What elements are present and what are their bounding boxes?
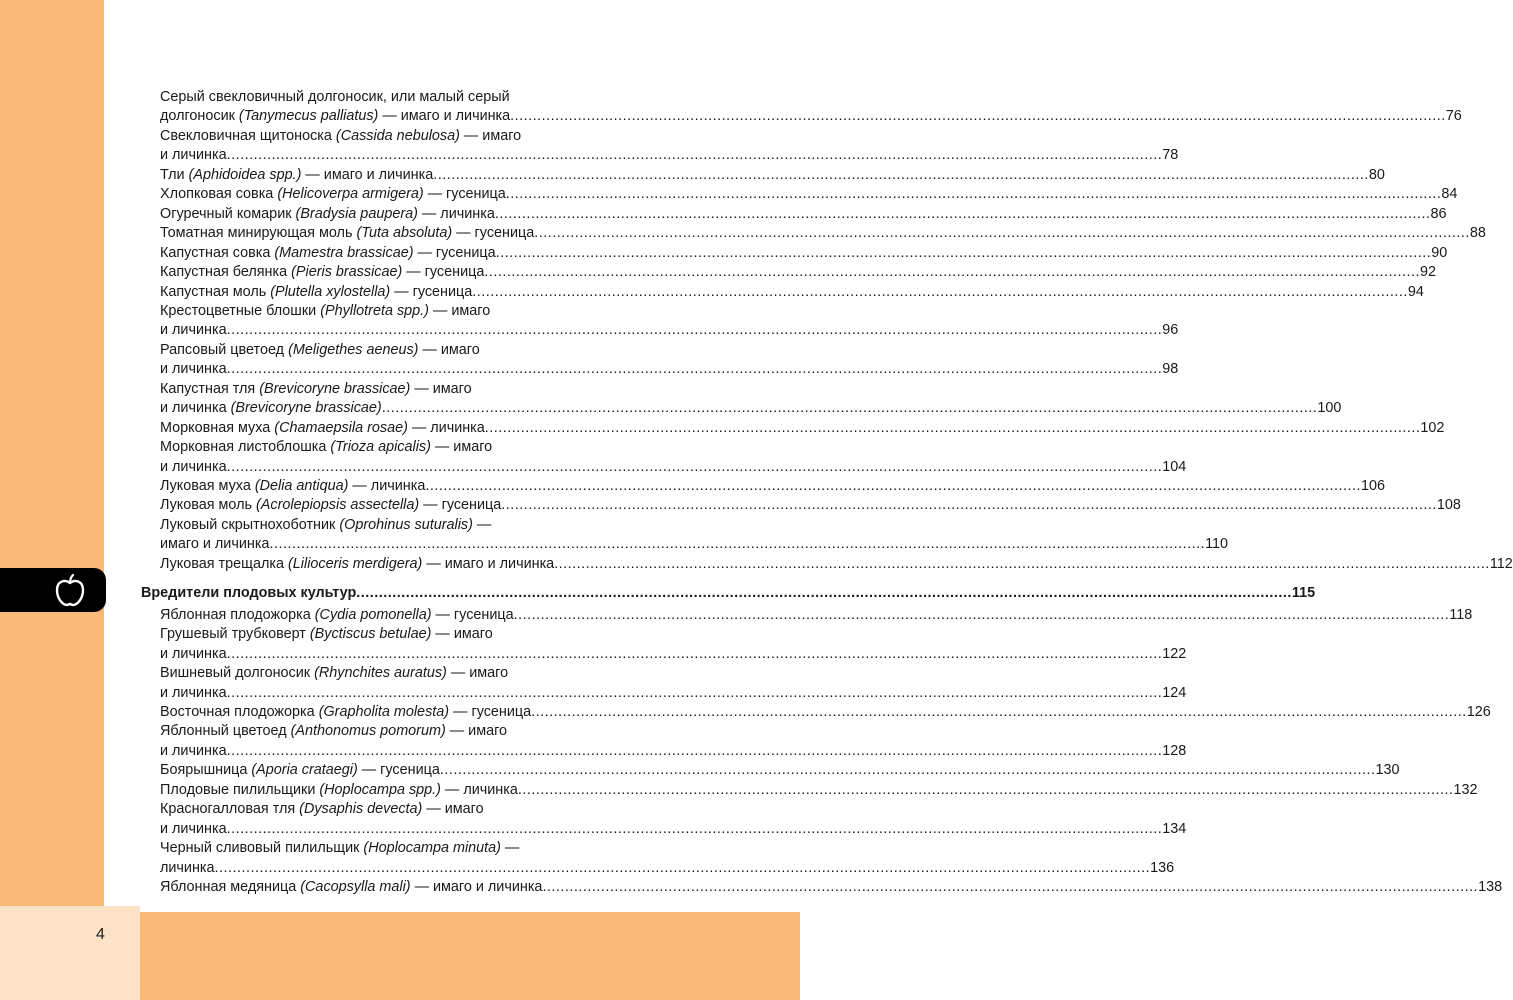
entry-text <box>160 606 514 625</box>
latin-name: (Meligethes aeneus) <box>288 341 419 358</box>
toc-entry[interactable] <box>160 224 1486 243</box>
entry-text <box>160 458 227 477</box>
dot-leader: ................................................................................................................................................................................................................ <box>214 859 1151 876</box>
entry-stage: — гусеница <box>431 606 514 623</box>
dot-leader: ................................................................................................................................................................................................................ <box>513 606 1450 623</box>
entry-label: и личинка <box>160 361 227 378</box>
page-ref: 130 <box>1375 762 1400 779</box>
latin-name: (Cacopsylla mali) <box>300 879 411 895</box>
entry-text <box>160 342 480 358</box>
latin-name: (Tuta absoluta) <box>356 225 453 242</box>
latin-name: (Pieris brassicae) <box>291 264 403 281</box>
entry-stage: — гусеница <box>413 244 496 261</box>
entry-text <box>160 626 493 642</box>
entry-text <box>160 878 542 897</box>
dot-leader: ................................................................................................................................................................................................................ <box>226 361 1163 378</box>
toc-entry[interactable] <box>160 820 1187 839</box>
page-ref: 76 <box>1445 108 1462 125</box>
entry-stage: — гусеница <box>419 497 502 514</box>
dot-leader: ................................................................................................................................................................................................................ <box>495 244 1432 261</box>
toc-entry-line <box>160 839 720 858</box>
entry-stage: — имаго и личинка <box>301 166 434 183</box>
toc-entry[interactable] <box>160 146 1179 165</box>
latin-name: (Hoplocampa minuta) <box>363 840 501 857</box>
toc-entry[interactable] <box>160 360 1179 379</box>
page-ref: 84 <box>1441 186 1458 203</box>
latin-name: (Brevicoryne brassicae) <box>259 380 411 397</box>
toc-entry[interactable] <box>160 645 1187 664</box>
entry-text <box>160 263 484 282</box>
entry-text <box>160 283 472 302</box>
entry-text <box>160 303 490 319</box>
dot-leader: ................................................................................................................................................................................................................ <box>484 264 1420 281</box>
latin-name: (Delia antiqua) <box>254 478 349 494</box>
entry-text <box>160 801 484 817</box>
entry-label: и личинка <box>160 820 227 837</box>
toc-entry[interactable] <box>160 205 1447 224</box>
entry-text <box>160 517 491 533</box>
entry-label: и личинка <box>160 684 227 701</box>
dot-leader: ................................................................................................................................................................................................................ <box>226 322 1163 339</box>
page-ref: 115 <box>1291 585 1316 602</box>
latin-name: (Byctiscus betulae) <box>309 626 432 643</box>
entry-stage: — гусеница <box>357 762 440 779</box>
page-ref: 88 <box>1469 225 1486 242</box>
page-ref: 122 <box>1162 645 1187 662</box>
page-ref: 78 <box>1162 147 1179 164</box>
entry-stage: — имаго <box>410 380 472 397</box>
dot-leader: ................................................................................................................................................................................................................ <box>510 108 1446 125</box>
section-heading[interactable] <box>141 584 1316 603</box>
entry-label: Хлопковая совка <box>160 186 278 203</box>
latin-name: (Trioza apicalis) <box>330 439 431 456</box>
latin-name: (Tanymecus palliatus) <box>238 108 379 125</box>
page-ref: 104 <box>1162 458 1187 475</box>
entry-text <box>160 781 518 800</box>
entry-label: и личинка <box>160 742 227 759</box>
dot-leader: ................................................................................................................................................................................................................ <box>439 762 1376 779</box>
entry-label: Морковная листоблошка <box>160 439 331 456</box>
latin-name: (Hoplocampa spp.) <box>319 781 441 798</box>
entry-text <box>160 703 531 722</box>
entry-stage: — гусеница <box>423 186 506 203</box>
dot-leader: ................................................................................................................................................................................................................ <box>226 147 1163 164</box>
entry-label: Яблонная плодожорка <box>160 606 315 623</box>
entry-text <box>160 399 382 418</box>
dot-leader: ................................................................................................................................................................................................................ <box>356 585 1292 602</box>
entry-stage: — личинка <box>440 781 518 798</box>
entry-label: Луковая муха <box>160 478 255 494</box>
page-ref: 102 <box>1420 419 1445 436</box>
entry-label: личинка <box>160 859 215 876</box>
dot-leader: ................................................................................................................................................................................................................ <box>501 497 1437 514</box>
entry-text <box>160 684 227 703</box>
entry-text <box>160 535 269 554</box>
latin-name: (Cassida nebulosa) <box>335 127 460 144</box>
toc-entry[interactable] <box>160 496 1461 515</box>
entry-label: Капустная совка <box>160 244 275 261</box>
latin-name: (Grapholita molesta) <box>318 703 450 720</box>
toc-entry[interactable] <box>160 606 1473 625</box>
entry-text <box>160 645 227 664</box>
page-ref: 80 <box>1368 166 1385 183</box>
dot-leader: ................................................................................................................................................................................................................ <box>554 555 1490 572</box>
entry-text <box>160 723 507 739</box>
dot-leader: ................................................................................................................................................................................................................ <box>226 645 1163 662</box>
page-number: 4 <box>96 926 105 943</box>
dot-leader: ................................................................................................................................................................................................................ <box>425 478 1361 494</box>
entry-label: Свекловичная щитоноска <box>160 127 336 144</box>
toc-entry[interactable] <box>160 555 1513 574</box>
entry-stage: — имаго <box>446 665 509 682</box>
entry-label: Огуречный комарик <box>160 205 296 222</box>
entry-stage: — имаго и личинка <box>378 108 511 125</box>
entry-stage: — <box>472 516 492 533</box>
page-ref: 94 <box>1407 283 1424 300</box>
dot-leader: ................................................................................................................................................................................................................ <box>226 742 1163 759</box>
entry-text <box>160 244 496 263</box>
entry-label: Крестоцветные блошки <box>160 302 321 319</box>
entry-label: долгоносик <box>160 108 239 125</box>
latin-name: (Chamaepsila rosae) <box>274 419 408 436</box>
entry-label: Рапсовый цветоед <box>160 341 289 358</box>
latin-name: (Helicoverpa armigera) <box>277 186 424 203</box>
entry-text <box>160 321 227 340</box>
dot-leader: ................................................................................................................................................................................................................ <box>269 536 1206 553</box>
page-ref: 128 <box>1162 742 1187 759</box>
toc-entry[interactable] <box>160 535 1229 554</box>
toc-entry[interactable] <box>160 703 1491 722</box>
entry-label: Капустная тля <box>160 380 260 397</box>
entry-label: имаго и личинка <box>160 536 270 553</box>
toc-entry-line <box>160 516 720 535</box>
toc-entry-line <box>160 88 720 107</box>
entry-label: и личинка <box>160 458 227 475</box>
entry-text <box>160 742 227 761</box>
toc-entry[interactable] <box>160 263 1437 282</box>
toc-entry[interactable] <box>160 107 1462 126</box>
dot-leader: ................................................................................................................................................................................................................ <box>534 225 1470 242</box>
entry-label: Серый свекловичный долгоносик, или малый серый <box>160 89 510 105</box>
entry-stage: — личинка <box>417 205 495 222</box>
entry-text <box>160 496 501 515</box>
page-ref: 110 <box>1205 536 1229 553</box>
entry-stage: — имаго <box>418 341 480 358</box>
page-ref: 118 <box>1449 606 1473 623</box>
entry-text <box>160 128 521 144</box>
dot-leader: ................................................................................................................................................................................................................ <box>517 781 1454 798</box>
entry-text <box>160 224 534 243</box>
toc-entry[interactable] <box>160 185 1458 204</box>
toc-entry[interactable] <box>160 761 1400 780</box>
page-ref: 138 <box>1478 879 1503 895</box>
entry-stage: — имаго <box>459 127 522 144</box>
entry-label: Грушевый трубковерт <box>160 626 310 643</box>
entry-text <box>160 859 215 878</box>
entry-stage: — <box>500 840 520 857</box>
toc-entry[interactable] <box>160 859 1175 878</box>
entry-label: Тли <box>160 166 189 183</box>
entry-stage: — имаго <box>431 626 493 643</box>
toc-entry[interactable] <box>160 321 1179 340</box>
entry-text <box>160 840 519 856</box>
toc-entry-line <box>160 664 720 683</box>
entry-text <box>160 107 510 126</box>
page-ref: 98 <box>1162 361 1179 378</box>
entry-label: Капустная белянка <box>160 264 292 281</box>
page-ref: 96 <box>1162 322 1179 339</box>
toc-entry-line <box>160 127 720 146</box>
page-ref: 132 <box>1453 781 1478 798</box>
latin-name: (Acrolepiopsis assectella) <box>256 497 420 514</box>
latin-name: (Dysaphis devecta) <box>299 801 423 818</box>
latin-name: (Aphidoidea spp.) <box>188 166 302 183</box>
toc-entry[interactable] <box>160 781 1478 800</box>
page-ref: 86 <box>1430 205 1447 222</box>
entry-label: Луковый скрытнохоботник <box>160 516 340 533</box>
latin-name: (Bradysia paupera) <box>295 205 418 222</box>
toc-entry-line <box>160 800 720 819</box>
page-ref: 106 <box>1360 478 1385 494</box>
latin-name: (Oprohinus suturalis) <box>339 516 473 533</box>
latin-name: (Aporia crataegi) <box>251 762 358 779</box>
entry-text <box>160 820 227 839</box>
dot-leader: ................................................................................................................................................................................................................ <box>494 205 1431 222</box>
dot-leader: ................................................................................................................................................................................................................ <box>433 166 1369 183</box>
dot-leader: ................................................................................................................................................................................................................ <box>542 879 1479 895</box>
entry-text <box>160 761 440 780</box>
latin-name: (Rhynchites auratus) <box>314 665 447 682</box>
dot-leader: ................................................................................................................................................................................................................ <box>531 703 1467 720</box>
toc-entry-line <box>160 341 720 360</box>
dot-leader: ................................................................................................................................................................................................................ <box>381 400 1318 417</box>
entry-stage: — имаго <box>422 801 484 818</box>
entry-label: Яблонная медяница <box>160 879 301 895</box>
entry-label: и личинка <box>160 400 231 417</box>
entry-label: и личинка <box>160 322 227 339</box>
entry-stage: — имаго <box>445 723 508 740</box>
entry-stage: — имаго <box>428 302 491 319</box>
entry-stage: — имаго и личинка <box>422 555 555 572</box>
entry-stage: — гусеница <box>452 225 535 242</box>
dot-leader: ................................................................................................................................................................................................................ <box>505 186 1442 203</box>
toc-entry-line <box>160 438 720 457</box>
entry-label: Луковая трещалка <box>160 555 288 572</box>
toc-entry-line <box>160 380 720 399</box>
entry-label: Вишневый долгоносик <box>160 665 315 682</box>
latin-name: (Lilioceris merdigera) <box>288 555 423 572</box>
toc-entry[interactable] <box>160 166 1385 185</box>
page-ref: 108 <box>1436 497 1461 514</box>
entry-text <box>160 146 227 165</box>
entry-label: Восточная плодожорка <box>160 703 319 720</box>
entry-text <box>160 185 506 204</box>
entry-stage: — гусеница <box>390 283 473 300</box>
entry-text <box>160 555 554 574</box>
latin-name: (Cydia pomonella) <box>314 606 432 623</box>
page-ref: 100 <box>1317 400 1342 417</box>
toc-entry-line <box>160 625 720 644</box>
entry-stage: — имаго <box>430 439 493 456</box>
entry-label: Морковная муха <box>160 419 275 436</box>
latin-name: (Anthonomus pomorum) <box>290 723 446 740</box>
entry-stage: — личинка <box>348 478 426 494</box>
page-ref: 124 <box>1162 684 1187 701</box>
dot-leader: ................................................................................................................................................................................................................ <box>226 684 1163 701</box>
section-title: Вредители плодовых культур <box>141 585 357 602</box>
toc-entry-line <box>160 722 720 741</box>
entry-text <box>160 665 508 681</box>
entry-text <box>160 439 492 455</box>
entry-label: Черный сливовый пилильщик <box>160 840 364 857</box>
toc-entry[interactable] <box>160 399 1342 418</box>
toc-entry[interactable] <box>160 458 1187 477</box>
entry-text <box>160 360 227 379</box>
entry-label: Капустная моль <box>160 283 271 300</box>
dot-leader: ................................................................................................................................................................................................................ <box>226 820 1163 837</box>
latin-name: (Mamestra brassicae) <box>274 244 414 261</box>
entry-label: Томатная минирующая моль <box>160 225 357 242</box>
page-ref: 136 <box>1150 859 1175 876</box>
entry-label: и личинка <box>160 147 227 164</box>
entry-stage: — личинка <box>407 419 485 436</box>
entry-label: Плодовые пилильщики <box>160 781 320 798</box>
page-ref: 126 <box>1466 703 1491 720</box>
page-ref: 90 <box>1431 244 1448 261</box>
toc-entry[interactable] <box>160 684 1187 703</box>
toc-entry[interactable] <box>160 283 1424 302</box>
entry-text <box>160 381 472 397</box>
entry-stage: — гусеница <box>449 703 532 720</box>
entry-stage: — гусеница <box>402 264 485 281</box>
latin-name: (Brevicoryne brassicae) <box>230 400 382 417</box>
page-ref: 112 <box>1489 555 1513 572</box>
entry-text <box>160 166 433 185</box>
entry-text <box>160 89 510 105</box>
entry-label: и личинка <box>160 645 227 662</box>
entry-text <box>160 205 495 224</box>
latin-name: (Phyllotreta spp.) <box>320 302 429 319</box>
toc-entry[interactable] <box>160 878 1503 897</box>
entry-stage: — имаго и личинка <box>410 879 543 895</box>
entry-label: Яблонный цветоед <box>160 723 291 740</box>
entry-text <box>160 419 485 438</box>
entry-label: Красногалловая тля <box>160 801 300 818</box>
dot-leader: ................................................................................................................................................................................................................ <box>484 419 1421 436</box>
page-ref: 134 <box>1162 820 1187 837</box>
entry-text <box>160 477 425 496</box>
entry-label: Луковая моль <box>160 497 257 514</box>
entry-label: Боярышница <box>160 762 252 779</box>
dot-leader: ................................................................................................................................................................................................................ <box>472 283 1408 300</box>
toc-entry[interactable] <box>160 742 1187 761</box>
toc-entry[interactable] <box>160 419 1445 438</box>
toc-entry-line <box>160 302 720 321</box>
toc-entry[interactable] <box>160 477 1385 496</box>
toc-entry[interactable] <box>160 244 1448 263</box>
page-ref: 92 <box>1420 264 1437 281</box>
dot-leader: ................................................................................................................................................................................................................ <box>226 458 1163 475</box>
latin-name: (Plutella xylostella) <box>270 283 391 300</box>
